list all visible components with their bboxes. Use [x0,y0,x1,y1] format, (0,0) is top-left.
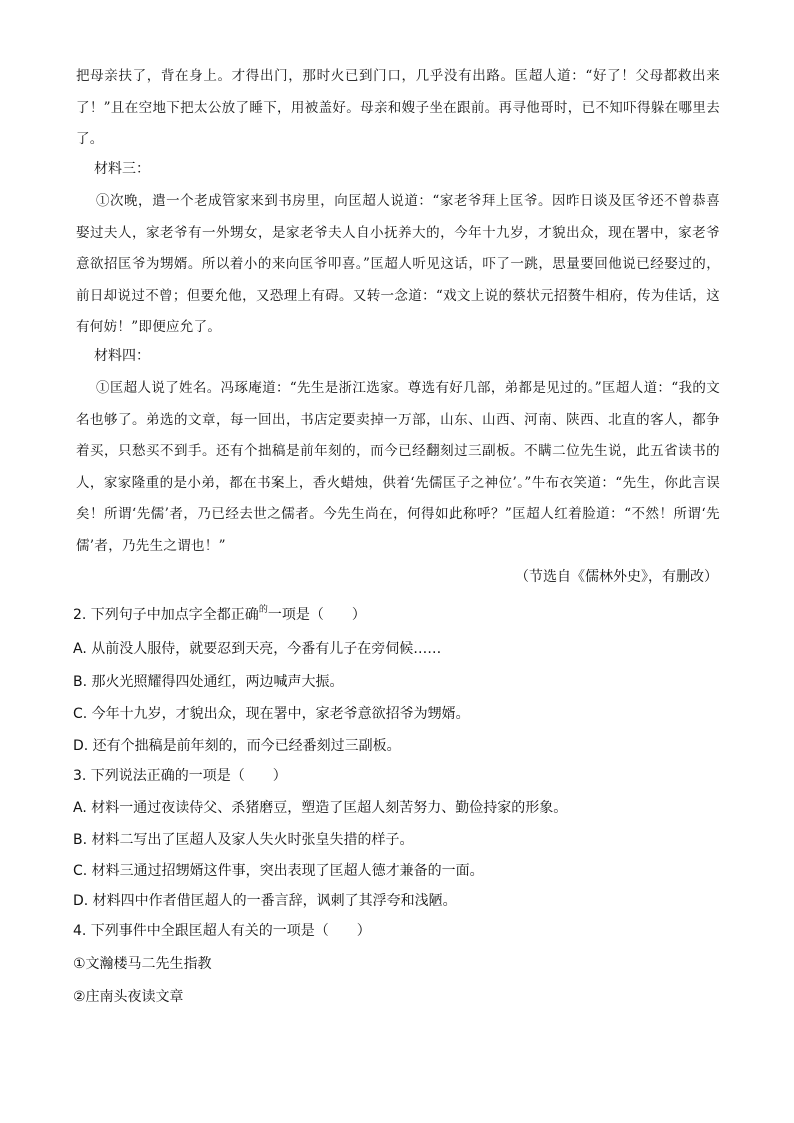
question-3-option-a: A. 材料一通过夜读侍父、杀猪磨豆，塑造了匡超人刻苦努力、勤俭持家的形象。 [73,800,568,816]
question-4-stem: 4. 下列事件中全跟匡超人有关的一项是（ ） [73,923,371,939]
source-citation: （节选自《儒林外史》，有删改） [515,569,718,585]
passage-text: 把母亲扶了，背在身上。才得出门，那时火已到门口，几乎没有出路。匡超人道：“好了！父母都救出来了！”且在空地下把太公放了睡下，用被盖好。母亲和嫂子坐在跟前。再寻他哥时，已不知吓得躲在哪里去了。 [76,68,720,147]
question-2-option-c: C. 今年十九岁，才貌出众，现在署中，家老爷意欲招爷为甥婿。 [73,706,470,722]
question-2-stem [73,604,366,624]
question-3-stem: 3. 下列说法正确的一项是（ ） [73,768,287,784]
question-3-option-d: D. 材料四中作者借匡超人的一番言辞，讽刺了其浮夸和浅陋。 [73,893,457,909]
question-4-item-2: ②庄南头夜读文章 [73,989,184,1005]
question-2-stem-superscript: 的 [258,605,268,615]
material3-text: ①次晚，遣一个老成管家来到书房里，向匡超人说道：“家老爷拜上匡爷。因昨日谈及匡爷还不曾恭喜娶过夫人，家老爷有一外甥女，是家老爷夫人自小抚养大的，今年十九岁，才貌出众，现在署中，家老爷意欲招匡爷为甥婿。所以着小的来向匡爷叩喜。”匡超人听见这话，吓了一跳，思量要回他说已经娶过的，前日却说过不曾；但要允他，又恐理上有碍。又转一念道：“戏文上说的蔡状元招赘牛相府，传为佳话，这有何妨！”即便应允了。 [76,193,720,335]
material4-heading: 材料四： [94,348,150,364]
material3-heading: 材料三： [94,161,150,177]
passage-paragraph-top [76,61,720,156]
question-2-option-d: D. 还有个拙稿是前年刻的，而今已经番刻过三副板。 [73,738,401,754]
question-3-option-b: B. 材料二写出了匡超人及家人失火时张皇失措的样子。 [73,832,414,848]
question-3-option-c: C. 材料三通过招甥婿这件事，突出表现了匡超人德才兼备的一面。 [73,863,484,879]
question-2-stem-text: 2. 下列句子中加点字全都正确 [73,607,259,623]
material4-text: ①匡超人说了姓名。冯琢庵道：“先生是浙江选家。尊选有好几部，弟都是见过的。”匡超人道：“我的文名也够了。弟选的文章，每一回出，书店定要卖掉一万部，山东、山西、河南、陕西、北直的客人，都争着买，只愁买不到手。还有个拙稿是前年刻的，而今已经翻刻过三副板。不瞒二位先生说，此五省读书的人，家家隆重的是小弟，都在书案上，香火蜡烛，供着‘先儒匡子之神位’。”牛布衣笑道：“先生，你此言误矣！所谓‘先儒’者，乃已经去世之儒者。今先生尚在，何得如此称呼？”匡超人红着脸道：“不然！所谓‘先儒’者，乃先生之谓也！” [76,380,720,554]
question-4-item-1: ①文瀚楼马二先生指教 [73,956,212,972]
question-2-stem-text-end: 一项是（ ） [267,607,366,623]
material3-paragraph [76,186,720,344]
question-2-option-a: A. 从前没人服侍，就要忍到天亮，今番有儿子在旁伺候…… [73,641,442,657]
material4-paragraph [76,373,720,562]
question-2-option-b: B. 那火光照耀得四处通红，两边喊声大振。 [73,674,344,690]
